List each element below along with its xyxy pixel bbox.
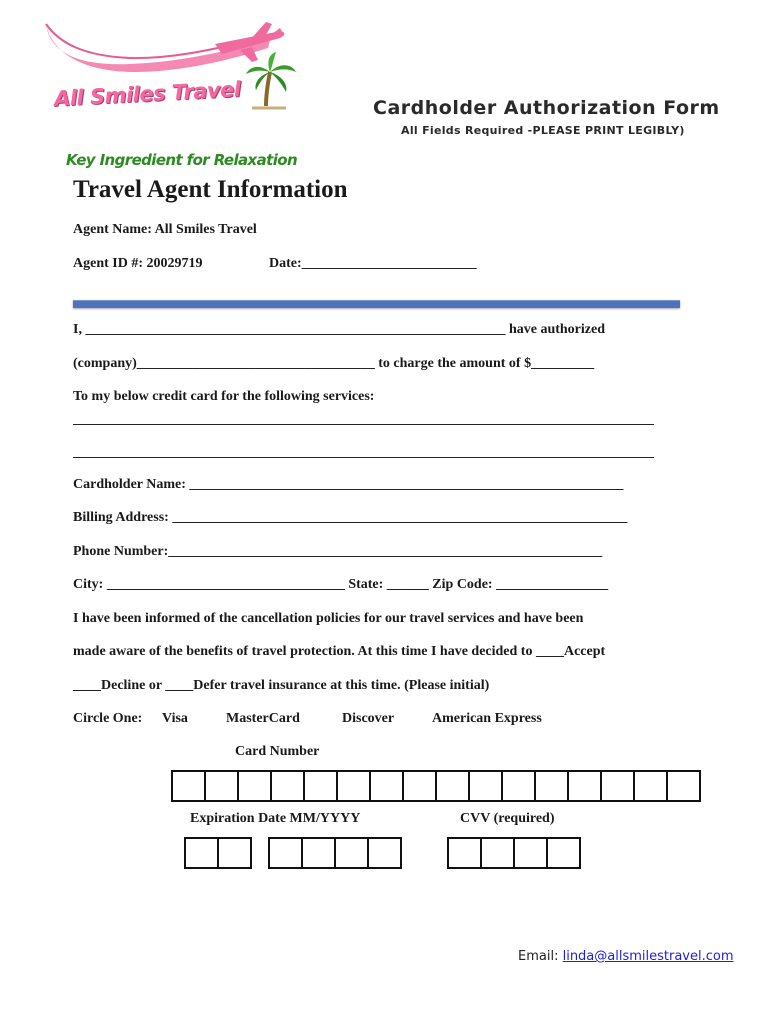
billing-address-field[interactable]: Billing Address: _________________________________________________________________ [73, 510, 628, 525]
card-number-label: Card Number [235, 744, 320, 759]
footer-email [518, 949, 734, 964]
cvv-label: CVV (required) [460, 811, 555, 826]
cancellation-text-2[interactable]: made aware of the benefits of travel protection. At this time I have decided to ____Accept [73, 644, 606, 659]
exp-year-digit-box[interactable] [270, 839, 303, 867]
card-digit-box[interactable] [338, 772, 371, 800]
card-digit-box[interactable] [503, 772, 536, 800]
agent-id: Agent ID #: 20029719 [73, 256, 203, 271]
section-heading: Travel Agent Information [73, 176, 348, 203]
company-logo [40, 14, 300, 116]
card-number-boxes[interactable] [171, 770, 701, 802]
card-digit-box[interactable] [272, 772, 305, 800]
card-digit-box[interactable] [404, 772, 437, 800]
cvv-digit-box[interactable] [548, 839, 579, 867]
expiration-month-boxes[interactable] [184, 837, 252, 869]
authorization-line[interactable]: I, ____________________________________________________________ have authorized [73, 322, 605, 337]
exp-year-digit-box[interactable] [303, 839, 336, 867]
cancellation-text-1: I have been informed of the cancellation policies for our travel services and have been [73, 611, 584, 626]
circle-one-label: Circle One: [73, 711, 143, 726]
card-digit-box[interactable] [602, 772, 635, 800]
date-field[interactable]: Date:_________________________ [269, 256, 477, 271]
cvv-digit-box[interactable] [449, 839, 482, 867]
card-option-mastercard[interactable]: MasterCard [226, 711, 300, 726]
email-label: Email: [518, 949, 559, 964]
exp-year-digit-box[interactable] [336, 839, 369, 867]
cvv-digit-box[interactable] [515, 839, 548, 867]
card-digit-box[interactable] [536, 772, 569, 800]
expiration-label: Expiration Date MM/YYYY [190, 811, 361, 826]
section-divider [73, 300, 680, 308]
card-digit-box[interactable] [173, 772, 206, 800]
card-digit-box[interactable] [206, 772, 239, 800]
card-digit-box[interactable] [239, 772, 272, 800]
card-digit-box[interactable] [569, 772, 602, 800]
cvv-digit-box[interactable] [482, 839, 515, 867]
exp-month-digit-box[interactable] [219, 839, 250, 867]
card-option-discover[interactable]: Discover [342, 711, 395, 726]
tagline: Key Ingredient for Relaxation [66, 151, 298, 169]
logo-text: All Smiles Travel [53, 77, 242, 111]
agent-name: Agent Name: All Smiles Travel [73, 222, 257, 237]
card-digit-box[interactable] [437, 772, 470, 800]
form-title: Cardholder Authorization Form [373, 97, 720, 119]
card-digit-box[interactable] [635, 772, 668, 800]
expiration-year-boxes[interactable] [268, 837, 402, 869]
services-line-2[interactable] [73, 457, 654, 458]
city-state-zip-field[interactable]: City: __________________________________ State: ______ Zip Code: ________________ [73, 577, 609, 592]
card-option-visa[interactable]: Visa [162, 711, 188, 726]
cancellation-text-3[interactable]: ____Decline or ____Defer travel insurance at this time. (Please initial) [73, 678, 490, 693]
exp-year-digit-box[interactable] [369, 839, 400, 867]
card-option-amex[interactable]: American Express [432, 711, 542, 726]
services-line-1[interactable] [73, 424, 654, 425]
card-digit-box[interactable] [668, 772, 699, 800]
card-digit-box[interactable] [470, 772, 503, 800]
card-digit-box[interactable] [305, 772, 338, 800]
services-intro: To my below credit card for the following services: [73, 389, 375, 404]
phone-number-field[interactable]: Phone Number:______________________________________________________________ [73, 544, 603, 559]
cvv-boxes[interactable] [447, 837, 581, 869]
email-link[interactable]: linda@allsmilestravel.com [562, 949, 734, 964]
exp-month-digit-box[interactable] [186, 839, 219, 867]
cardholder-name-field[interactable]: Cardholder Name: ______________________________________________________________ [73, 477, 624, 492]
card-digit-box[interactable] [371, 772, 404, 800]
company-charge-line[interactable]: (company)__________________________________ to charge the amount of $_________ [73, 356, 595, 371]
form-subtitle: All Fields Required -PLEASE PRINT LEGIBLY) [401, 124, 685, 137]
